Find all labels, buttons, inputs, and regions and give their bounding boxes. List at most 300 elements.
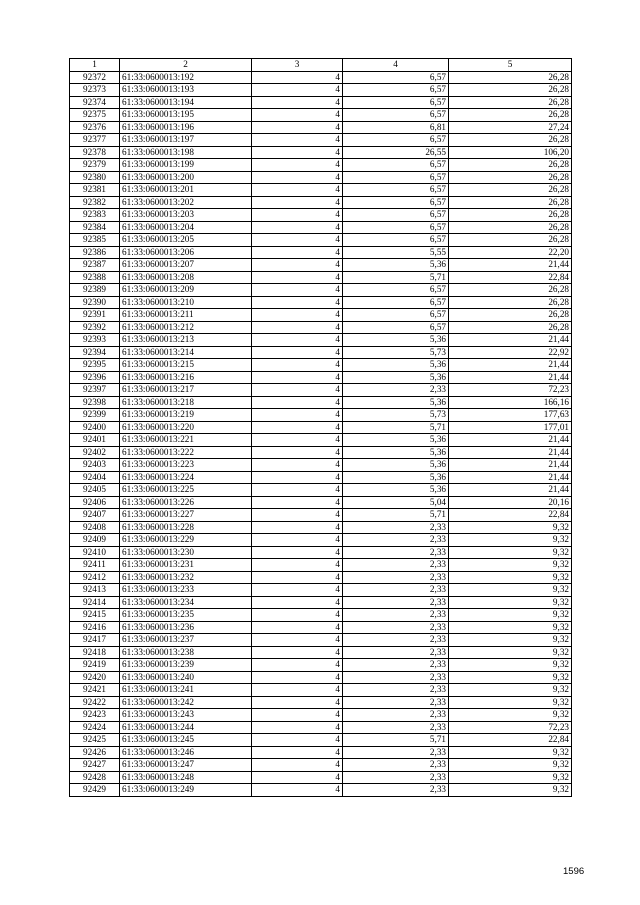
table-row bbox=[70, 721, 572, 734]
row-number-cell: 92410 bbox=[70, 546, 120, 559]
cadastral-number-cell: 61:33:0600013:249 bbox=[120, 784, 252, 797]
table-row bbox=[70, 409, 572, 422]
row-number-cell: 92425 bbox=[70, 734, 120, 747]
cadastral-number-cell: 61:33:0600013:192 bbox=[120, 71, 252, 84]
column-3-cell: 4 bbox=[252, 71, 343, 84]
table-row bbox=[70, 71, 572, 84]
column-5-cell: 26,28 bbox=[449, 284, 572, 297]
column-4-cell: 5,71 bbox=[343, 271, 449, 284]
cadastral-number-cell: 61:33:0600013:224 bbox=[120, 471, 252, 484]
column-4-cell: 2,33 bbox=[343, 584, 449, 597]
table-row bbox=[70, 284, 572, 297]
column-4-cell: 6,57 bbox=[343, 134, 449, 147]
table-row bbox=[70, 709, 572, 722]
cadastral-number-cell: 61:33:0600013:227 bbox=[120, 509, 252, 522]
row-number-cell: 92407 bbox=[70, 509, 120, 522]
column-5-cell: 72,23 bbox=[449, 384, 572, 397]
row-number-cell: 92421 bbox=[70, 684, 120, 697]
table-row bbox=[70, 334, 572, 347]
column-3-cell: 4 bbox=[252, 684, 343, 697]
row-number-cell: 92419 bbox=[70, 659, 120, 672]
table-row bbox=[70, 521, 572, 534]
column-4-cell: 5,73 bbox=[343, 346, 449, 359]
row-number-cell: 92402 bbox=[70, 446, 120, 459]
column-3-cell: 4 bbox=[252, 471, 343, 484]
table-row bbox=[70, 171, 572, 184]
row-number-cell: 92412 bbox=[70, 571, 120, 584]
row-number-cell: 92391 bbox=[70, 309, 120, 322]
page-number: 1596 bbox=[563, 866, 585, 877]
table-row bbox=[70, 371, 572, 384]
table-row bbox=[70, 184, 572, 197]
row-number-cell: 92396 bbox=[70, 371, 120, 384]
column-4-cell: 6,57 bbox=[343, 96, 449, 109]
column-3-cell: 4 bbox=[252, 509, 343, 522]
column-5-cell: 27,24 bbox=[449, 121, 572, 134]
column-4-cell: 6,57 bbox=[343, 84, 449, 97]
column-3-cell: 4 bbox=[252, 671, 343, 684]
column-4-cell: 5,36 bbox=[343, 471, 449, 484]
column-5-cell: 26,28 bbox=[449, 109, 572, 122]
column-header-2: 2 bbox=[120, 59, 252, 72]
column-5-cell: 26,28 bbox=[449, 96, 572, 109]
cadastral-number-cell: 61:33:0600013:238 bbox=[120, 646, 252, 659]
table-row bbox=[70, 84, 572, 97]
cadastral-number-cell: 61:33:0600013:201 bbox=[120, 184, 252, 197]
column-4-cell: 6,57 bbox=[343, 171, 449, 184]
column-3-cell: 4 bbox=[252, 159, 343, 172]
table-row bbox=[70, 471, 572, 484]
table-row bbox=[70, 696, 572, 709]
column-3-cell: 4 bbox=[252, 184, 343, 197]
column-5-cell: 9,32 bbox=[449, 784, 572, 797]
row-number-cell: 92423 bbox=[70, 709, 120, 722]
cadastral-number-cell: 61:33:0600013:245 bbox=[120, 734, 252, 747]
column-5-cell: 9,32 bbox=[449, 584, 572, 597]
column-4-cell: 2,33 bbox=[343, 634, 449, 647]
cadastral-number-cell: 61:33:0600013:226 bbox=[120, 496, 252, 509]
row-number-cell: 92375 bbox=[70, 109, 120, 122]
column-3-cell: 4 bbox=[252, 84, 343, 97]
column-4-cell: 5,71 bbox=[343, 509, 449, 522]
column-4-cell: 5,36 bbox=[343, 259, 449, 272]
column-3-cell: 4 bbox=[252, 459, 343, 472]
column-5-cell: 22,20 bbox=[449, 246, 572, 259]
column-3-cell: 4 bbox=[252, 696, 343, 709]
cadastral-number-cell: 61:33:0600013:236 bbox=[120, 621, 252, 634]
column-4-cell: 2,33 bbox=[343, 684, 449, 697]
row-number-cell: 92414 bbox=[70, 596, 120, 609]
column-5-cell: 21,44 bbox=[449, 434, 572, 447]
row-number-cell: 92406 bbox=[70, 496, 120, 509]
column-4-cell: 2,33 bbox=[343, 621, 449, 634]
column-4-cell: 2,33 bbox=[343, 384, 449, 397]
column-4-cell: 6,57 bbox=[343, 196, 449, 209]
column-3-cell: 4 bbox=[252, 209, 343, 222]
cadastral-number-cell: 61:33:0600013:210 bbox=[120, 296, 252, 309]
row-number-cell: 92417 bbox=[70, 634, 120, 647]
table-row bbox=[70, 221, 572, 234]
table-row bbox=[70, 196, 572, 209]
column-3-cell: 4 bbox=[252, 146, 343, 159]
table-row bbox=[70, 784, 572, 797]
cadastral-number-cell: 61:33:0600013:198 bbox=[120, 146, 252, 159]
column-header-5: 5 bbox=[449, 59, 572, 72]
cadastral-number-cell: 61:33:0600013:204 bbox=[120, 221, 252, 234]
column-3-cell: 4 bbox=[252, 659, 343, 672]
column-3-cell: 4 bbox=[252, 171, 343, 184]
column-3-cell: 4 bbox=[252, 271, 343, 284]
table-row bbox=[70, 621, 572, 634]
cadastral-number-cell: 61:33:0600013:241 bbox=[120, 684, 252, 697]
table-row bbox=[70, 159, 572, 172]
table-row bbox=[70, 459, 572, 472]
column-3-cell: 4 bbox=[252, 596, 343, 609]
column-5-cell: 9,32 bbox=[449, 621, 572, 634]
row-number-cell: 92400 bbox=[70, 421, 120, 434]
cadastral-number-cell: 61:33:0600013:231 bbox=[120, 559, 252, 572]
table-row bbox=[70, 296, 572, 309]
table-row bbox=[70, 759, 572, 772]
cadastral-number-cell: 61:33:0600013:248 bbox=[120, 771, 252, 784]
cadastral-number-cell: 61:33:0600013:217 bbox=[120, 384, 252, 397]
row-number-cell: 92388 bbox=[70, 271, 120, 284]
data-table bbox=[69, 58, 572, 797]
cadastral-number-cell: 61:33:0600013:234 bbox=[120, 596, 252, 609]
column-3-cell: 4 bbox=[252, 259, 343, 272]
column-3-cell: 4 bbox=[252, 484, 343, 497]
column-5-cell: 21,44 bbox=[449, 484, 572, 497]
column-3-cell: 4 bbox=[252, 709, 343, 722]
row-number-cell: 92374 bbox=[70, 96, 120, 109]
row-number-cell: 92405 bbox=[70, 484, 120, 497]
column-5-cell: 21,44 bbox=[449, 471, 572, 484]
column-4-cell: 6,57 bbox=[343, 159, 449, 172]
row-number-cell: 92376 bbox=[70, 121, 120, 134]
cadastral-number-cell: 61:33:0600013:244 bbox=[120, 721, 252, 734]
cadastral-number-cell: 61:33:0600013:197 bbox=[120, 134, 252, 147]
column-5-cell: 26,28 bbox=[449, 321, 572, 334]
table-row bbox=[70, 309, 572, 322]
column-header-4: 4 bbox=[343, 59, 449, 72]
row-number-cell: 92384 bbox=[70, 221, 120, 234]
column-5-cell: 26,28 bbox=[449, 159, 572, 172]
column-3-cell: 4 bbox=[252, 346, 343, 359]
table-row bbox=[70, 396, 572, 409]
column-3-cell: 4 bbox=[252, 446, 343, 459]
cadastral-number-cell: 61:33:0600013:233 bbox=[120, 584, 252, 597]
table-row bbox=[70, 321, 572, 334]
column-5-cell: 9,32 bbox=[449, 596, 572, 609]
row-number-cell: 92386 bbox=[70, 246, 120, 259]
cadastral-number-cell: 61:33:0600013:225 bbox=[120, 484, 252, 497]
column-3-cell: 4 bbox=[252, 521, 343, 534]
column-5-cell: 9,32 bbox=[449, 609, 572, 622]
column-5-cell: 26,28 bbox=[449, 71, 572, 84]
column-5-cell: 21,44 bbox=[449, 371, 572, 384]
row-number-cell: 92390 bbox=[70, 296, 120, 309]
column-5-cell: 21,44 bbox=[449, 334, 572, 347]
column-5-cell: 9,32 bbox=[449, 659, 572, 672]
column-5-cell: 9,32 bbox=[449, 684, 572, 697]
column-5-cell: 9,32 bbox=[449, 646, 572, 659]
row-number-cell: 92381 bbox=[70, 184, 120, 197]
column-3-cell: 4 bbox=[252, 221, 343, 234]
table-row bbox=[70, 109, 572, 122]
column-4-cell: 2,33 bbox=[343, 784, 449, 797]
column-4-cell: 2,33 bbox=[343, 746, 449, 759]
cadastral-number-cell: 61:33:0600013:218 bbox=[120, 396, 252, 409]
column-5-cell: 21,44 bbox=[449, 446, 572, 459]
column-3-cell: 4 bbox=[252, 384, 343, 397]
cadastral-number-cell: 61:33:0600013:240 bbox=[120, 671, 252, 684]
table-row bbox=[70, 96, 572, 109]
column-4-cell: 5,36 bbox=[343, 359, 449, 372]
column-5-cell: 26,28 bbox=[449, 221, 572, 234]
table-row bbox=[70, 421, 572, 434]
column-3-cell: 4 bbox=[252, 371, 343, 384]
table-row bbox=[70, 646, 572, 659]
column-3-cell: 4 bbox=[252, 396, 343, 409]
column-3-cell: 4 bbox=[252, 359, 343, 372]
cadastral-number-cell: 61:33:0600013:242 bbox=[120, 696, 252, 709]
column-5-cell: 26,28 bbox=[449, 134, 572, 147]
row-number-cell: 92398 bbox=[70, 396, 120, 409]
column-3-cell: 4 bbox=[252, 734, 343, 747]
column-3-cell: 4 bbox=[252, 721, 343, 734]
row-number-cell: 92387 bbox=[70, 259, 120, 272]
column-3-cell: 4 bbox=[252, 546, 343, 559]
cadastral-number-cell: 61:33:0600013:209 bbox=[120, 284, 252, 297]
column-4-cell: 2,33 bbox=[343, 534, 449, 547]
column-5-cell: 26,28 bbox=[449, 234, 572, 247]
column-5-cell: 21,44 bbox=[449, 459, 572, 472]
column-5-cell: 177,63 bbox=[449, 409, 572, 422]
row-number-cell: 92385 bbox=[70, 234, 120, 247]
column-5-cell: 21,44 bbox=[449, 359, 572, 372]
row-number-cell: 92372 bbox=[70, 71, 120, 84]
cadastral-number-cell: 61:33:0600013:222 bbox=[120, 446, 252, 459]
table-row bbox=[70, 584, 572, 597]
column-4-cell: 5,73 bbox=[343, 409, 449, 422]
column-5-cell: 106,20 bbox=[449, 146, 572, 159]
column-3-cell: 4 bbox=[252, 584, 343, 597]
cadastral-number-cell: 61:33:0600013:203 bbox=[120, 209, 252, 222]
column-3-cell: 4 bbox=[252, 646, 343, 659]
column-header-3: 3 bbox=[252, 59, 343, 72]
row-number-cell: 92415 bbox=[70, 609, 120, 622]
column-5-cell: 26,28 bbox=[449, 184, 572, 197]
row-number-cell: 92424 bbox=[70, 721, 120, 734]
table-row bbox=[70, 484, 572, 497]
cadastral-number-cell: 61:33:0600013:223 bbox=[120, 459, 252, 472]
column-3-cell: 4 bbox=[252, 246, 343, 259]
column-4-cell: 2,33 bbox=[343, 571, 449, 584]
row-number-cell: 92404 bbox=[70, 471, 120, 484]
row-number-cell: 92413 bbox=[70, 584, 120, 597]
column-5-cell: 9,32 bbox=[449, 671, 572, 684]
cadastral-number-cell: 61:33:0600013:208 bbox=[120, 271, 252, 284]
cadastral-number-cell: 61:33:0600013:202 bbox=[120, 196, 252, 209]
header-row bbox=[70, 59, 572, 72]
column-4-cell: 6,57 bbox=[343, 296, 449, 309]
cadastral-number-cell: 61:33:0600013:237 bbox=[120, 634, 252, 647]
column-5-cell: 177,01 bbox=[449, 421, 572, 434]
table-row bbox=[70, 246, 572, 259]
row-number-cell: 92382 bbox=[70, 196, 120, 209]
column-4-cell: 6,57 bbox=[343, 309, 449, 322]
table-row bbox=[70, 209, 572, 222]
column-5-cell: 26,28 bbox=[449, 171, 572, 184]
table-row bbox=[70, 571, 572, 584]
column-4-cell: 5,36 bbox=[343, 484, 449, 497]
cadastral-number-cell: 61:33:0600013:220 bbox=[120, 421, 252, 434]
cadastral-number-cell: 61:33:0600013:239 bbox=[120, 659, 252, 672]
table-row bbox=[70, 596, 572, 609]
column-4-cell: 6,57 bbox=[343, 284, 449, 297]
column-5-cell: 22,92 bbox=[449, 346, 572, 359]
cadastral-number-cell: 61:33:0600013:200 bbox=[120, 171, 252, 184]
table-row bbox=[70, 609, 572, 622]
row-number-cell: 92420 bbox=[70, 671, 120, 684]
column-4-cell: 2,33 bbox=[343, 709, 449, 722]
column-5-cell: 9,32 bbox=[449, 534, 572, 547]
table-row bbox=[70, 559, 572, 572]
column-3-cell: 4 bbox=[252, 321, 343, 334]
column-5-cell: 9,32 bbox=[449, 634, 572, 647]
column-5-cell: 9,32 bbox=[449, 571, 572, 584]
column-5-cell: 26,28 bbox=[449, 309, 572, 322]
table-row bbox=[70, 734, 572, 747]
cadastral-number-cell: 61:33:0600013:246 bbox=[120, 746, 252, 759]
column-4-cell: 6,57 bbox=[343, 221, 449, 234]
column-4-cell: 2,33 bbox=[343, 671, 449, 684]
row-number-cell: 92389 bbox=[70, 284, 120, 297]
cadastral-number-cell: 61:33:0600013:193 bbox=[120, 84, 252, 97]
column-5-cell: 21,44 bbox=[449, 259, 572, 272]
column-3-cell: 4 bbox=[252, 196, 343, 209]
cadastral-number-cell: 61:33:0600013:195 bbox=[120, 109, 252, 122]
column-3-cell: 4 bbox=[252, 571, 343, 584]
column-5-cell: 166,16 bbox=[449, 396, 572, 409]
cadastral-number-cell: 61:33:0600013:212 bbox=[120, 321, 252, 334]
row-number-cell: 92422 bbox=[70, 696, 120, 709]
column-5-cell: 9,32 bbox=[449, 771, 572, 784]
row-number-cell: 92403 bbox=[70, 459, 120, 472]
column-4-cell: 2,33 bbox=[343, 596, 449, 609]
column-5-cell: 72,23 bbox=[449, 721, 572, 734]
cadastral-number-cell: 61:33:0600013:229 bbox=[120, 534, 252, 547]
column-3-cell: 4 bbox=[252, 434, 343, 447]
column-4-cell: 2,33 bbox=[343, 521, 449, 534]
column-5-cell: 26,28 bbox=[449, 296, 572, 309]
column-header-1: 1 bbox=[70, 59, 120, 72]
cadastral-number-cell: 61:33:0600013:207 bbox=[120, 259, 252, 272]
row-number-cell: 92394 bbox=[70, 346, 120, 359]
cadastral-number-cell: 61:33:0600013:211 bbox=[120, 309, 252, 322]
column-4-cell: 5,04 bbox=[343, 496, 449, 509]
cadastral-number-cell: 61:33:0600013:196 bbox=[120, 121, 252, 134]
table-row bbox=[70, 134, 572, 147]
column-5-cell: 9,32 bbox=[449, 521, 572, 534]
row-number-cell: 92399 bbox=[70, 409, 120, 422]
column-3-cell: 4 bbox=[252, 746, 343, 759]
table-row bbox=[70, 634, 572, 647]
column-3-cell: 4 bbox=[252, 409, 343, 422]
column-4-cell: 2,33 bbox=[343, 559, 449, 572]
table-row bbox=[70, 146, 572, 159]
column-4-cell: 5,36 bbox=[343, 396, 449, 409]
column-3-cell: 4 bbox=[252, 559, 343, 572]
column-3-cell: 4 bbox=[252, 421, 343, 434]
column-4-cell: 6,57 bbox=[343, 184, 449, 197]
cadastral-number-cell: 61:33:0600013:216 bbox=[120, 371, 252, 384]
row-number-cell: 92426 bbox=[70, 746, 120, 759]
column-4-cell: 2,33 bbox=[343, 771, 449, 784]
column-3-cell: 4 bbox=[252, 496, 343, 509]
row-number-cell: 92408 bbox=[70, 521, 120, 534]
table-row bbox=[70, 234, 572, 247]
row-number-cell: 92427 bbox=[70, 759, 120, 772]
column-4-cell: 26,55 bbox=[343, 146, 449, 159]
column-3-cell: 4 bbox=[252, 296, 343, 309]
column-4-cell: 6,57 bbox=[343, 209, 449, 222]
column-4-cell: 6,57 bbox=[343, 71, 449, 84]
column-4-cell: 5,36 bbox=[343, 334, 449, 347]
row-number-cell: 92409 bbox=[70, 534, 120, 547]
table-row bbox=[70, 121, 572, 134]
cadastral-number-cell: 61:33:0600013:232 bbox=[120, 571, 252, 584]
column-4-cell: 5,71 bbox=[343, 734, 449, 747]
column-5-cell: 9,32 bbox=[449, 696, 572, 709]
table-row bbox=[70, 771, 572, 784]
column-3-cell: 4 bbox=[252, 121, 343, 134]
cadastral-number-cell: 61:33:0600013:215 bbox=[120, 359, 252, 372]
column-5-cell: 9,32 bbox=[449, 709, 572, 722]
row-number-cell: 92383 bbox=[70, 209, 120, 222]
column-5-cell: 22,84 bbox=[449, 734, 572, 747]
column-5-cell: 9,32 bbox=[449, 746, 572, 759]
table-row bbox=[70, 259, 572, 272]
column-4-cell: 2,33 bbox=[343, 721, 449, 734]
cadastral-number-cell: 61:33:0600013:247 bbox=[120, 759, 252, 772]
row-number-cell: 92428 bbox=[70, 771, 120, 784]
row-number-cell: 92393 bbox=[70, 334, 120, 347]
column-4-cell: 6,57 bbox=[343, 234, 449, 247]
cadastral-number-cell: 61:33:0600013:194 bbox=[120, 96, 252, 109]
table-row bbox=[70, 271, 572, 284]
table-row bbox=[70, 446, 572, 459]
column-3-cell: 4 bbox=[252, 96, 343, 109]
column-3-cell: 4 bbox=[252, 134, 343, 147]
column-3-cell: 4 bbox=[252, 784, 343, 797]
row-number-cell: 92392 bbox=[70, 321, 120, 334]
column-4-cell: 2,33 bbox=[343, 659, 449, 672]
cadastral-number-cell: 61:33:0600013:235 bbox=[120, 609, 252, 622]
table-row bbox=[70, 671, 572, 684]
table-row bbox=[70, 359, 572, 372]
column-4-cell: 5,55 bbox=[343, 246, 449, 259]
column-3-cell: 4 bbox=[252, 609, 343, 622]
row-number-cell: 92418 bbox=[70, 646, 120, 659]
row-number-cell: 92401 bbox=[70, 434, 120, 447]
column-3-cell: 4 bbox=[252, 109, 343, 122]
column-4-cell: 2,33 bbox=[343, 646, 449, 659]
column-5-cell: 9,32 bbox=[449, 559, 572, 572]
column-4-cell: 5,71 bbox=[343, 421, 449, 434]
table-row bbox=[70, 496, 572, 509]
table-row bbox=[70, 546, 572, 559]
